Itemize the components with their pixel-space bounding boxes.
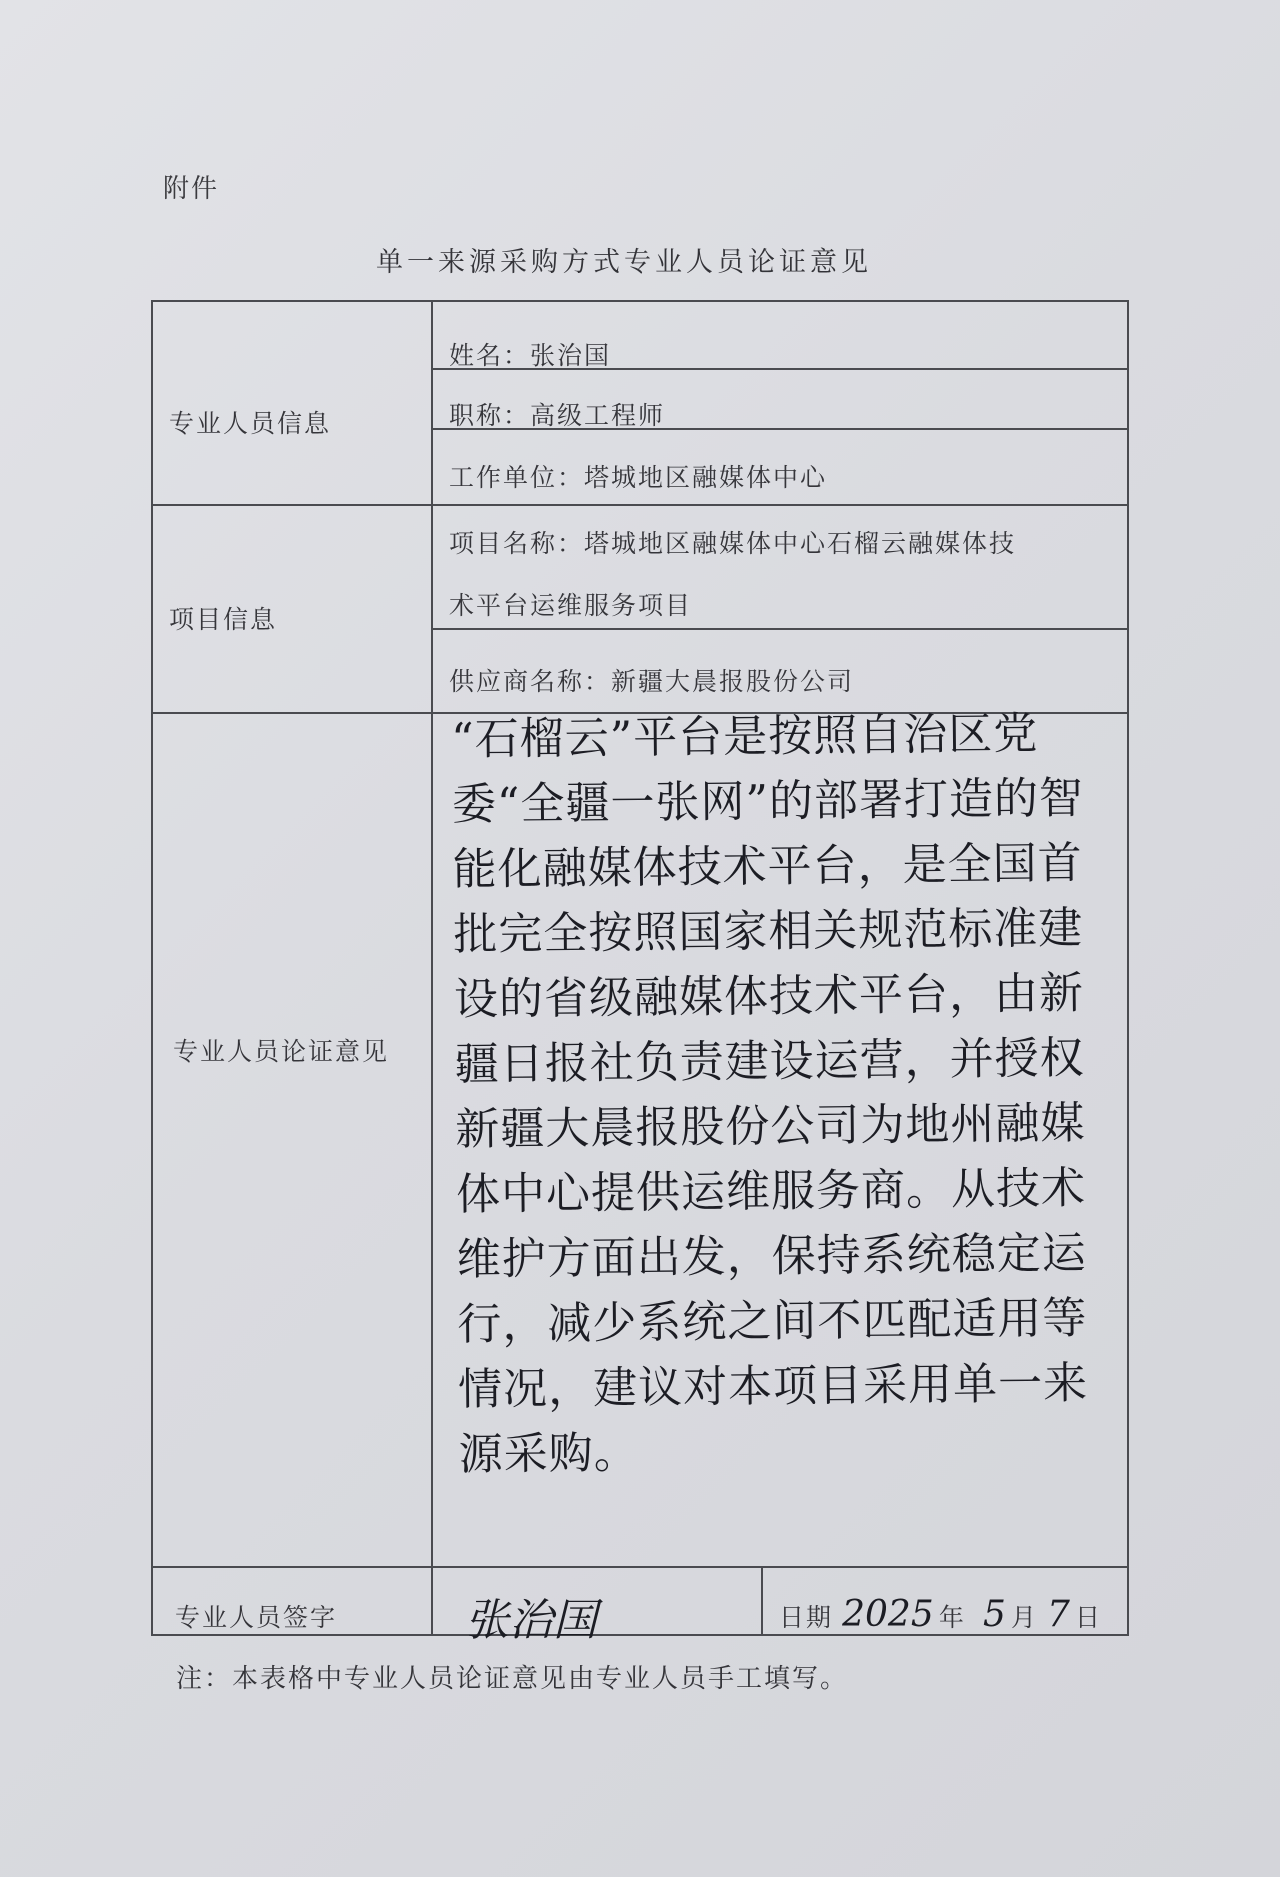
date-month: 5 [982, 1594, 1006, 1635]
personnel-title: 职称：高级工程师 [449, 401, 666, 430]
section-divider-3 [153, 1566, 1127, 1568]
handwritten-opinion: “石榴云”平台是按照自治区党委“全疆一张网”的部署打造的智能化融媒体技术平台，是全国首批完全按照国家相关规范标准建设的省级融媒体技术平台，由新疆日报社负责建设运营，并授权新疆大晨报股份公司为地州融媒体中心提供运维服务商。从技术维护方面出发，保持系统稳定运行，减少系统之间不匹配适用等情况，建议对本项目采用单一来源采购。 [451, 708, 1089, 1481]
date-label: 日期 [779, 1603, 834, 1632]
signature-date [779, 1594, 1102, 1635]
project-name-line-1: 项目名称：塔城地区融媒体中心石榴云融媒体技 [449, 529, 1017, 558]
personnel-employer: 工作单位：塔城地区融媒体中心 [449, 463, 828, 492]
supplier-name: 供应商名称：新疆大晨报股份公司 [449, 667, 855, 696]
attachment-label: 附件 [163, 174, 220, 204]
project-info-label: 项目信息 [169, 605, 278, 634]
opinion-form-table [151, 300, 1129, 1646]
column-divider [431, 302, 433, 1636]
signature-label: 专业人员签字 [175, 1603, 338, 1632]
section-divider-1 [153, 504, 1127, 506]
personnel-info-label: 专业人员信息 [169, 409, 332, 438]
signature-date-divider [761, 1568, 763, 1636]
project-name-line-2: 术平台运维服务项目 [449, 591, 693, 620]
document-title: 单一来源采购方式专业人员论证意见 [376, 247, 872, 278]
date-day: 7 [1047, 1594, 1070, 1635]
row-divider-project [433, 628, 1127, 630]
personnel-name: 姓名：张治国 [449, 341, 612, 370]
footnote: 注：本表格中专业人员论证意见由专业人员手工填写。 [176, 1664, 849, 1694]
date-year: 2025 [842, 1594, 934, 1635]
handwritten-signature: 张治国 [465, 1595, 597, 1646]
opinion-label: 专业人员论证意见 [173, 1037, 390, 1066]
day-unit: 日 [1075, 1603, 1103, 1632]
year-unit: 年 [938, 1603, 966, 1632]
month-unit: 月 [1010, 1603, 1038, 1632]
